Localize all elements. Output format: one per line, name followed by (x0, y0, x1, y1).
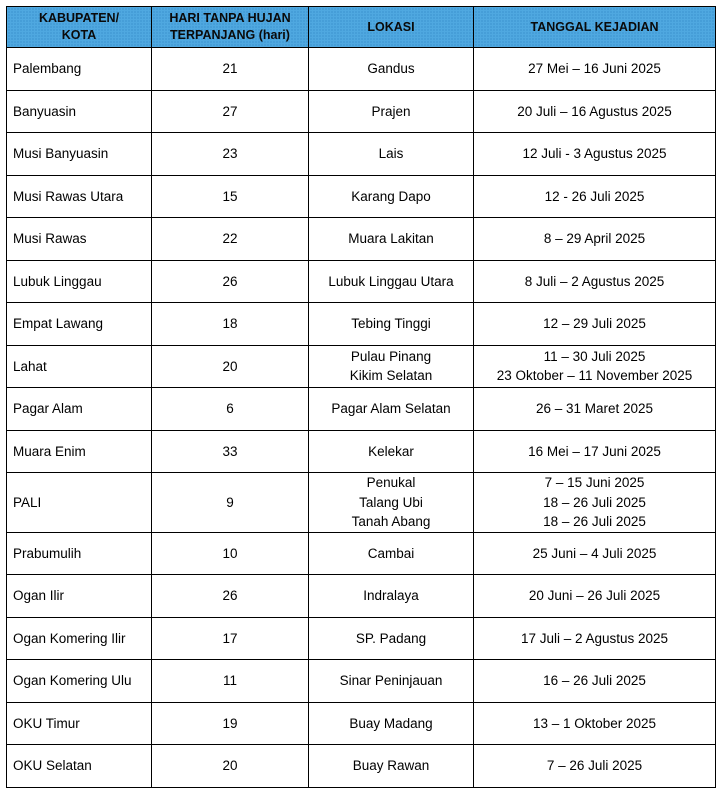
hari-cell: 21 (152, 48, 309, 91)
kabupaten-cell: Prabumulih (7, 532, 152, 575)
table-row (7, 303, 716, 346)
table-row (7, 473, 716, 533)
kabupaten-cell: OKU Selatan (7, 745, 152, 788)
tanggal-line: 20 Juni – 26 Juli 2025 (528, 588, 661, 603)
tanggal-line: 27 Mei – 16 Juni 2025 (528, 61, 661, 76)
hari-cell: 23 (152, 133, 309, 176)
lokasi-cell (309, 175, 474, 218)
tanggal-cell (474, 430, 716, 473)
hari-cell: 9 (152, 473, 309, 533)
tanggal-cell (474, 617, 716, 660)
table-row (7, 532, 716, 575)
tanggal-cell (474, 388, 716, 431)
lokasi-cell (309, 617, 474, 660)
tanggal-line: 8 – 29 April 2025 (543, 231, 646, 246)
tanggal-cell (474, 218, 716, 261)
lokasi-cell (309, 702, 474, 745)
lokasi-line: Tanah Abang (351, 514, 431, 529)
kabupaten-cell: Pagar Alam (7, 388, 152, 431)
hari-cell: 20 (152, 345, 309, 388)
tanggal-line: 18 – 26 Juli 2025 (543, 494, 646, 510)
lokasi-line: Muara Lakitan (348, 231, 434, 246)
hari-cell: 33 (152, 430, 309, 473)
lokasi-cell (309, 48, 474, 91)
lokasi-line: Buay Madang (349, 715, 433, 731)
tanggal-line: 23 Oktober – 11 November 2025 (496, 368, 693, 384)
lokasi-line: Karang Dapo (351, 188, 431, 204)
hari-cell: 22 (152, 218, 309, 261)
lokasi-cell (309, 430, 474, 473)
hari-cell: 17 (152, 617, 309, 660)
tanggal-line: 7 – 26 Juli 2025 (546, 758, 643, 773)
tanggal-line: 7 – 15 Juni 2025 (544, 475, 645, 490)
lokasi-cell (309, 745, 474, 788)
table-row (7, 430, 716, 473)
tanggal-cell (474, 48, 716, 91)
lokasi-cell (309, 532, 474, 575)
lokasi-line: Pagar Alam Selatan (331, 401, 451, 416)
kabupaten-cell: Musi Rawas (7, 218, 152, 261)
hari-cell: 10 (152, 532, 309, 575)
table-row (7, 617, 716, 660)
header-line: KOTA (61, 28, 97, 42)
tanggal-line: 12 – 29 Juli 2025 (543, 316, 646, 331)
kabupaten-cell: Musi Banyuasin (7, 133, 152, 176)
tanggal-line: 17 Juli – 2 Agustus 2025 (520, 630, 669, 646)
table-row (7, 90, 716, 133)
table-row (7, 345, 716, 388)
hari-cell: 15 (152, 175, 309, 218)
tanggal-cell (474, 745, 716, 788)
hari-cell: 20 (152, 745, 309, 788)
lokasi-line: Gandus (367, 61, 415, 76)
tanggal-line: 12 - 26 Juli 2025 (544, 188, 645, 204)
table-row (7, 388, 716, 431)
lokasi-cell (309, 660, 474, 703)
tanggal-cell (474, 133, 716, 176)
lokasi-line: Tebing Tinggi (351, 316, 431, 331)
kabupaten-cell: Lubuk Linggau (7, 260, 152, 303)
lokasi-line: Pulau Pinang (350, 348, 432, 364)
table-row (7, 745, 716, 788)
header-lokasi (309, 7, 474, 48)
table-row (7, 175, 716, 218)
kabupaten-cell: Muara Enim (7, 430, 152, 473)
tanggal-line: 11 – 30 Juli 2025 (543, 348, 646, 364)
tanggal-line: 12 Juli - 3 Agustus 2025 (522, 146, 667, 161)
lokasi-cell (309, 218, 474, 261)
header-line: TERPANJANG (hari) (170, 28, 290, 42)
lokasi-cell (309, 260, 474, 303)
header-line: KABUPATEN/ (38, 11, 120, 25)
tanggal-line: 13 – 1 Oktober 2025 (532, 715, 657, 731)
lokasi-line: Penukal (366, 475, 416, 490)
kabupaten-cell: PALI (7, 473, 152, 533)
lokasi-cell (309, 575, 474, 618)
kabupaten-cell: Banyuasin (7, 90, 152, 133)
kabupaten-cell: Musi Rawas Utara (7, 175, 152, 218)
lokasi-line: Talang Ubi (359, 494, 423, 510)
lokasi-line: Kikim Selatan (349, 368, 433, 384)
hari-cell: 11 (152, 660, 309, 703)
kabupaten-cell: Ogan Ilir (7, 575, 152, 618)
tanggal-line: 8 Juli – 2 Agustus 2025 (524, 273, 665, 289)
hari-cell: 26 (152, 260, 309, 303)
hari-cell: 27 (152, 90, 309, 133)
tanggal-line: 16 Mei – 17 Juni 2025 (528, 443, 661, 459)
tanggal-cell (474, 90, 716, 133)
tanggal-cell (474, 260, 716, 303)
tanggal-cell (474, 702, 716, 745)
lokasi-line: Indralaya (363, 588, 419, 603)
drought-table (6, 6, 716, 788)
lokasi-cell (309, 388, 474, 431)
header-row (7, 7, 716, 48)
table-row (7, 133, 716, 176)
tanggal-cell (474, 303, 716, 346)
header-tanggal-kejadian (474, 7, 716, 48)
lokasi-line: Cambai (367, 545, 415, 561)
lokasi-line: Lubuk Linggau Utara (328, 273, 454, 289)
lokasi-line: Kelekar (368, 443, 414, 459)
kabupaten-cell: Empat Lawang (7, 303, 152, 346)
tanggal-cell (474, 473, 716, 533)
header-line: TANGGAL KEJADIAN (530, 19, 659, 34)
hari-cell: 18 (152, 303, 309, 346)
lokasi-cell (309, 90, 474, 133)
header-kabupaten-kota (7, 7, 152, 48)
lokasi-line: SP. Padang (355, 630, 427, 646)
hari-cell: 26 (152, 575, 309, 618)
tanggal-cell (474, 175, 716, 218)
table-row (7, 702, 716, 745)
hari-cell: 6 (152, 388, 309, 431)
tanggal-cell (474, 345, 716, 388)
lokasi-line: Sinar Peninjauan (339, 673, 443, 688)
table-header (7, 7, 716, 48)
header-line: HARI TANPA HUJAN (169, 11, 291, 25)
table-row (7, 660, 716, 703)
kabupaten-cell: Lahat (7, 345, 152, 388)
lokasi-line: Prajen (371, 103, 411, 119)
lokasi-cell (309, 473, 474, 533)
table-body (7, 48, 716, 788)
header-line: LOKASI (367, 19, 415, 34)
lokasi-cell (309, 133, 474, 176)
tanggal-line: 18 – 26 Juli 2025 (543, 514, 646, 529)
header-hari-tanpa-hujan (152, 7, 309, 48)
hari-cell: 19 (152, 702, 309, 745)
kabupaten-cell: Ogan Komering Ilir (7, 617, 152, 660)
lokasi-cell (309, 303, 474, 346)
tanggal-line: 25 Juni – 4 Juli 2025 (532, 545, 657, 561)
table-row (7, 48, 716, 91)
table-row (7, 575, 716, 618)
tanggal-line: 20 Juli – 16 Agustus 2025 (517, 103, 672, 119)
kabupaten-cell: OKU Timur (7, 702, 152, 745)
tanggal-line: 16 – 26 Juli 2025 (543, 673, 646, 688)
lokasi-line: Buay Rawan (352, 758, 430, 773)
lokasi-line: Lais (378, 146, 404, 161)
tanggal-cell (474, 660, 716, 703)
table-row (7, 260, 716, 303)
tanggal-cell (474, 532, 716, 575)
table-row (7, 218, 716, 261)
kabupaten-cell: Ogan Komering Ulu (7, 660, 152, 703)
kabupaten-cell: Palembang (7, 48, 152, 91)
lokasi-cell (309, 345, 474, 388)
tanggal-line: 26 – 31 Maret 2025 (535, 401, 654, 416)
tanggal-cell (474, 575, 716, 618)
